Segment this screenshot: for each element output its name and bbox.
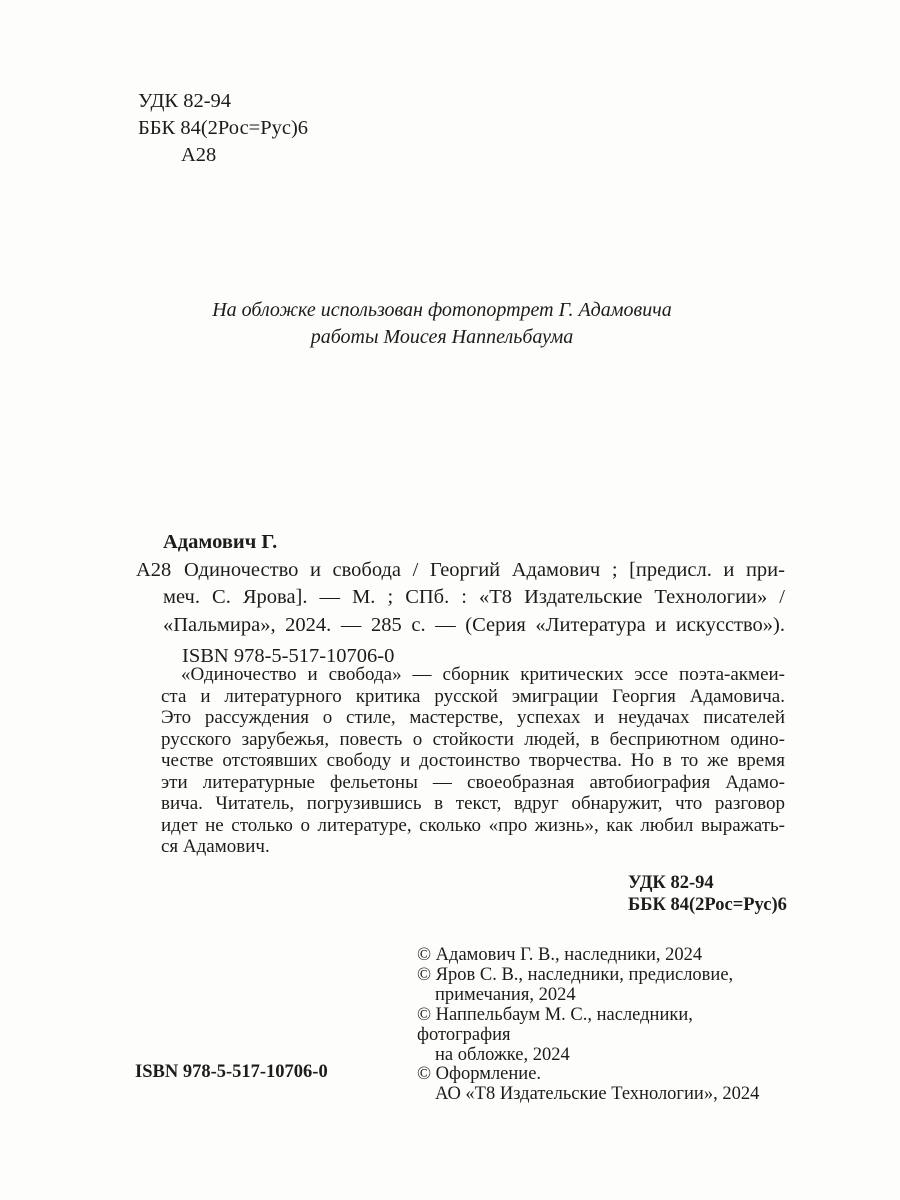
classification-top-block [138,88,308,169]
catalog-card-block [136,529,785,671]
cover-credit-line-2: работы Моисея Наппельбаума [310,326,574,348]
annotation-line: вича. Читатель, погрузившись в текст, вдруг обнаружит, что разговор [161,793,785,814]
annotation-line: Это рассуждения о стиле, мастерстве, успехах и неудачах писателей [161,707,785,728]
catalog-entry [136,557,785,640]
annotation-line: «Одиночество и свобода» — сборник критических эссе поэта-акмеи- [181,664,785,685]
author-sign-top: А28 [181,144,217,166]
annotation-line: русского зарубежья, повесть о стойкости людей, в бесприютном одино- [161,728,785,750]
copyright-line: © Оформление. [417,1064,542,1085]
annotation-line: эти литературные фельетоны — своеобразная автобиография Адамо- [161,771,785,793]
copyright-block [417,946,777,1105]
annotation-line: ся Адамович. [161,836,270,857]
catalog-author-heading: Адамович Г. [163,531,278,553]
catalog-entry-line: «Пальмира», 2024. — 285 с. — (Серия «Литература и искусство»). [163,613,785,636]
udk-top-line: УДК 82-94 [138,90,232,112]
isbn-bottom: ISBN 978-5-517-10706-0 [135,1062,328,1082]
copyright-line-continuation: АО «Т8 Издательские Технологии», 2024 [435,1084,760,1105]
copyright-line: © Адамович Г. В., наследники, 2024 [417,945,703,965]
udk-bold-line: УДК 82-94 [628,873,714,893]
annotation-line: ста и литературного критика русской эмиграции Георгия Адамовича. [161,685,785,707]
copyright-line-continuation: примечания, 2024 [435,984,576,1005]
catalog-entry-code: А28 [136,558,172,581]
classification-bold-block [628,872,787,916]
copyright-line: © Яров С. В., наследники, предисловие, [417,964,734,985]
catalog-isbn: ISBN 978-5-517-10706-0 [182,645,395,667]
annotation-paragraph [161,664,785,858]
bbk-top-line: ББК 84(2Рос=Рус)6 [138,117,309,139]
cover-photo-credit [118,297,766,351]
bbk-bold-line: ББК 84(2Рос=Рус)6 [628,895,787,915]
copyright-line-continuation: на обложке, 2024 [435,1044,570,1065]
catalog-entry-line: Одиночество и свобода / Георгий Адамович ; [предисл. и при- [184,558,785,581]
cover-credit-line-1: На обложке использован фотопортрет Г. Адамовича [212,299,672,321]
annotation-line: идет не столько о литературе, сколько «про жизнь», как любил выражать- [161,814,785,836]
annotation-line: честве отстоявших свободу и достоинство творчества. Но в то же время [161,750,785,771]
catalog-entry-line: меч. С. Ярова]. — М. ; СПб. : «Т8 Издательские Технологии» / [163,586,785,608]
copyright-line: © Наппельбаум М. С., наследники, фотография [417,1004,693,1045]
